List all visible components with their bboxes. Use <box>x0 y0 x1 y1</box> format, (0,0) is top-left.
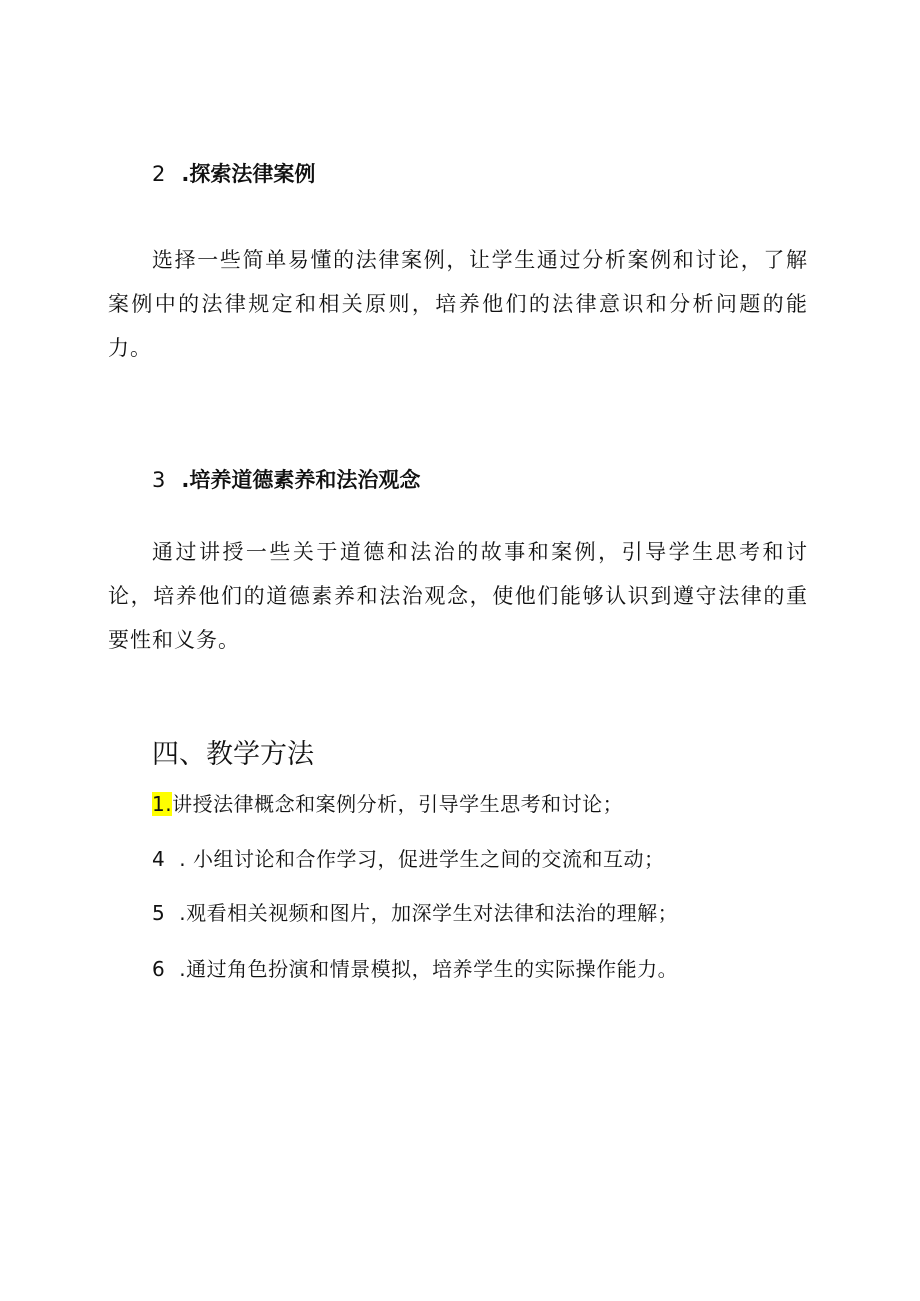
method-item-4 <box>152 844 664 874</box>
highlighted-number: 1. <box>152 792 173 816</box>
section-paragraph-morality-law: 通过讲授一些关于道德和法治的故事和案例，引导学生思考和讨论，培养他们的道德素养和法治观念，使他们能够认识到遵守法律的重要性和义务。 <box>108 540 808 652</box>
section-heading-explore-cases <box>152 160 315 188</box>
section-heading-morality-law <box>152 466 420 494</box>
teaching-methods-title: 四、教学方法 <box>152 739 314 770</box>
section-heading-text: .探索法律案例 <box>181 162 316 186</box>
method-item-text: .观看相关视频和图片，加深学生对法律和法治的理解； <box>179 901 679 925</box>
section-heading-text: .培养道德素养和法治观念 <box>181 468 421 492</box>
section-paragraph-explore-cases: 选择一些简单易懂的法律案例，让学生通过分析案例和讨论，了解案例中的法律规定和相关原则，培养他们的法律意识和分析问题的能力。 <box>108 248 808 360</box>
method-item-number: 6 <box>152 957 166 981</box>
method-item-number: 4 <box>152 847 166 871</box>
method-item-text: . 小组讨论和合作学习，促进学生之间的交流和互动； <box>179 847 665 871</box>
method-item-5 <box>152 898 678 928</box>
method-item-number: 5 <box>152 901 166 925</box>
method-item-1 <box>152 789 623 819</box>
method-item-text: 讲授法律概念和案例分析，引导学生思考和讨论； <box>172 792 624 816</box>
section-number: 3 <box>152 468 166 492</box>
section-number: 2 <box>152 162 166 186</box>
method-item-text: .通过角色扮演和情景模拟，培养学生的实际操作能力。 <box>179 957 679 981</box>
method-item-6 <box>152 954 678 984</box>
